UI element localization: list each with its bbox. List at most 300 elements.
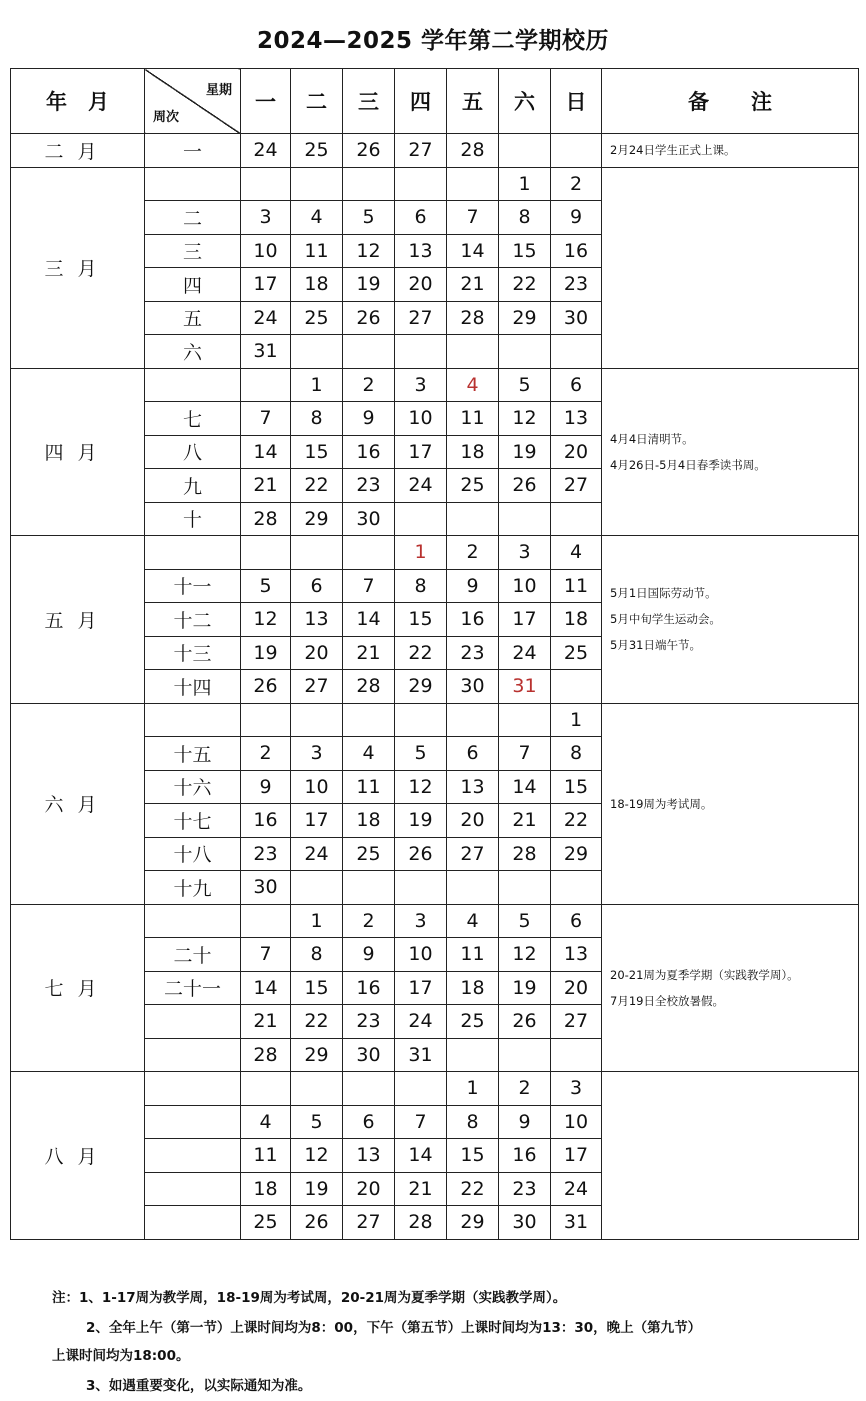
day-cell: 6 [291, 569, 343, 603]
day-cell [395, 703, 447, 737]
day-cell: 21 [241, 469, 291, 503]
day-cell: 23 [551, 268, 602, 302]
day-cell: 6 [395, 201, 447, 235]
day-cell: 19 [241, 636, 291, 670]
month-label: 五月 [11, 536, 145, 704]
day-cell: 31 [551, 1206, 602, 1240]
day-cell [395, 1072, 447, 1106]
week-number [145, 904, 241, 938]
day-cell: 8 [291, 938, 343, 972]
footnotes [36, 1283, 836, 1401]
day-cell: 1 [395, 536, 447, 570]
day-cell [499, 134, 551, 168]
day-cell: 23 [499, 1172, 551, 1206]
day-cell: 16 [343, 971, 395, 1005]
footnote-2: 2、全年上午（第一节）上课时间均为8：00，下午（第五节）上课时间均为13：30，晚上（第九节） [86, 1320, 702, 1336]
note-line: 4月4日清明节。 [610, 431, 694, 446]
note-line: 4月26日-5月4日春季读书周。 [610, 457, 766, 472]
day-cell: 3 [551, 1072, 602, 1106]
week-number: 十四 [145, 670, 241, 704]
weekday-header-thu: 四 [395, 69, 447, 134]
day-cell: 22 [291, 1005, 343, 1039]
day-cell: 18 [447, 435, 499, 469]
day-cell [291, 703, 343, 737]
day-cell: 18 [291, 268, 343, 302]
footnote-2-continued: 上课时间均为18:00。 [52, 1348, 190, 1364]
day-cell: 8 [447, 1105, 499, 1139]
week-number [145, 1038, 241, 1072]
day-cell [395, 871, 447, 905]
day-cell: 22 [395, 636, 447, 670]
day-cell: 6 [343, 1105, 395, 1139]
day-cell: 20 [551, 435, 602, 469]
day-cell: 30 [343, 502, 395, 536]
day-cell [343, 536, 395, 570]
day-cell: 2 [241, 737, 291, 771]
day-cell: 31 [499, 670, 551, 704]
note-line: 2月24日学生正式上课。 [610, 143, 736, 158]
day-cell: 11 [551, 569, 602, 603]
day-cell: 30 [241, 871, 291, 905]
day-cell: 1 [291, 368, 343, 402]
day-cell: 3 [395, 904, 447, 938]
week-number [145, 1139, 241, 1173]
week-number [145, 1172, 241, 1206]
day-cell: 25 [447, 469, 499, 503]
day-cell: 10 [291, 770, 343, 804]
day-cell [447, 502, 499, 536]
day-cell: 19 [395, 804, 447, 838]
day-cell: 10 [241, 234, 291, 268]
day-cell: 5 [499, 368, 551, 402]
month-notes [602, 368, 859, 536]
day-cell [241, 368, 291, 402]
day-cell: 23 [447, 636, 499, 670]
day-cell: 7 [241, 402, 291, 436]
month-notes [602, 1072, 859, 1240]
day-cell: 25 [447, 1005, 499, 1039]
day-cell: 2 [343, 368, 395, 402]
day-cell: 16 [499, 1139, 551, 1173]
day-cell: 17 [395, 435, 447, 469]
day-cell: 6 [447, 737, 499, 771]
day-cell: 31 [395, 1038, 447, 1072]
day-cell: 28 [447, 134, 499, 168]
day-cell: 18 [343, 804, 395, 838]
day-cell: 7 [499, 737, 551, 771]
day-cell: 12 [499, 402, 551, 436]
month-notes [602, 703, 859, 904]
day-cell: 17 [241, 268, 291, 302]
day-cell: 19 [499, 435, 551, 469]
week-number: 二十一 [145, 971, 241, 1005]
day-cell: 25 [343, 837, 395, 871]
weekday-header-fri: 五 [447, 69, 499, 134]
day-cell [343, 1072, 395, 1106]
day-cell: 22 [291, 469, 343, 503]
day-cell: 10 [395, 938, 447, 972]
day-cell: 14 [343, 603, 395, 637]
note-line: 18-19周为考试周。 [610, 796, 713, 811]
day-cell: 7 [447, 201, 499, 235]
day-cell: 17 [499, 603, 551, 637]
day-cell: 1 [291, 904, 343, 938]
month-label: 三月 [11, 167, 145, 368]
page-title: 2024—2025 学年第二学期校历 [256, 28, 610, 54]
week-number: 五 [145, 301, 241, 335]
day-cell: 13 [395, 234, 447, 268]
day-cell: 29 [499, 301, 551, 335]
day-cell: 26 [343, 134, 395, 168]
day-cell: 31 [241, 335, 291, 369]
day-cell: 12 [241, 603, 291, 637]
day-cell: 26 [291, 1206, 343, 1240]
day-cell [291, 167, 343, 201]
day-cell: 9 [343, 938, 395, 972]
week-number [145, 1105, 241, 1139]
day-cell: 2 [447, 536, 499, 570]
day-cell: 9 [447, 569, 499, 603]
day-cell [447, 703, 499, 737]
day-cell: 17 [291, 804, 343, 838]
day-cell [499, 502, 551, 536]
day-cell: 8 [395, 569, 447, 603]
day-cell: 14 [241, 435, 291, 469]
week-number [145, 1206, 241, 1240]
month-label: 四月 [11, 368, 145, 536]
month-notes [602, 167, 859, 368]
day-cell: 16 [343, 435, 395, 469]
day-cell: 5 [499, 904, 551, 938]
day-cell [291, 871, 343, 905]
day-cell: 29 [291, 502, 343, 536]
day-cell: 8 [499, 201, 551, 235]
week-number: 十八 [145, 837, 241, 871]
month-notes [602, 536, 859, 704]
week-row [11, 904, 859, 938]
day-cell [241, 904, 291, 938]
day-cell: 5 [291, 1105, 343, 1139]
weekday-axis-label: 星期 [205, 83, 232, 98]
day-cell: 18 [551, 603, 602, 637]
week-number: 十一 [145, 569, 241, 603]
day-cell: 10 [551, 1105, 602, 1139]
day-cell: 9 [499, 1105, 551, 1139]
week-number [145, 1072, 241, 1106]
day-cell: 12 [499, 938, 551, 972]
day-cell [241, 536, 291, 570]
day-cell: 29 [291, 1038, 343, 1072]
note-line: 20-21周为夏季学期（实践教学周）。 [610, 967, 799, 982]
note-line: 7月19日全校放暑假。 [610, 993, 724, 1008]
day-cell: 4 [291, 201, 343, 235]
day-cell: 4 [447, 368, 499, 402]
day-cell: 17 [395, 971, 447, 1005]
day-cell: 27 [343, 1206, 395, 1240]
header-row [11, 69, 859, 134]
week-number: 十 [145, 502, 241, 536]
footnote-1: 注：1、1-17周为教学周，18-19周为考试周，20-21周为夏季学期（实践教学周）。 [52, 1290, 567, 1306]
day-cell: 5 [395, 737, 447, 771]
day-cell: 17 [551, 1139, 602, 1173]
day-cell: 11 [343, 770, 395, 804]
day-cell: 25 [291, 301, 343, 335]
week-number: 十五 [145, 737, 241, 771]
day-cell: 25 [241, 1206, 291, 1240]
day-cell: 21 [447, 268, 499, 302]
day-cell: 12 [343, 234, 395, 268]
day-cell: 8 [551, 737, 602, 771]
day-cell: 21 [395, 1172, 447, 1206]
week-number: 十九 [145, 871, 241, 905]
day-cell: 4 [241, 1105, 291, 1139]
week-number: 十二 [145, 603, 241, 637]
day-cell [343, 871, 395, 905]
day-cell: 2 [499, 1072, 551, 1106]
day-cell [447, 871, 499, 905]
week-row [11, 368, 859, 402]
day-cell: 10 [395, 402, 447, 436]
day-cell: 14 [499, 770, 551, 804]
week-row [11, 703, 859, 737]
day-cell [291, 1072, 343, 1106]
day-cell: 27 [447, 837, 499, 871]
day-cell: 20 [395, 268, 447, 302]
day-cell [291, 335, 343, 369]
day-cell [447, 335, 499, 369]
day-cell: 3 [291, 737, 343, 771]
day-cell: 28 [241, 502, 291, 536]
day-cell: 13 [551, 938, 602, 972]
day-cell: 7 [241, 938, 291, 972]
month-label: 七月 [11, 904, 145, 1072]
day-cell: 27 [395, 301, 447, 335]
day-cell [343, 335, 395, 369]
day-cell: 29 [447, 1206, 499, 1240]
week-number: 七 [145, 402, 241, 436]
week-number [145, 167, 241, 201]
day-cell: 2 [343, 904, 395, 938]
day-cell: 11 [447, 402, 499, 436]
day-cell: 30 [499, 1206, 551, 1240]
day-cell: 22 [447, 1172, 499, 1206]
day-cell: 5 [343, 201, 395, 235]
day-cell: 18 [447, 971, 499, 1005]
day-cell [291, 536, 343, 570]
day-cell: 11 [291, 234, 343, 268]
day-cell [343, 703, 395, 737]
day-cell: 11 [241, 1139, 291, 1173]
week-number: 八 [145, 435, 241, 469]
calendar-table [10, 68, 859, 1240]
day-cell: 26 [499, 1005, 551, 1039]
weekday-header-tue: 二 [291, 69, 343, 134]
day-cell: 14 [241, 971, 291, 1005]
week-row [11, 134, 859, 168]
day-cell: 28 [395, 1206, 447, 1240]
week-number [145, 703, 241, 737]
day-cell: 6 [551, 904, 602, 938]
day-cell: 30 [343, 1038, 395, 1072]
corner-header [145, 69, 241, 134]
note-line: 5月中旬学生运动会。 [610, 612, 721, 627]
day-cell: 21 [241, 1005, 291, 1039]
day-cell: 20 [447, 804, 499, 838]
day-cell [551, 871, 602, 905]
day-cell [499, 871, 551, 905]
day-cell: 11 [447, 938, 499, 972]
day-cell: 9 [343, 402, 395, 436]
day-cell: 16 [447, 603, 499, 637]
day-cell [395, 167, 447, 201]
day-cell: 24 [395, 1005, 447, 1039]
day-cell: 4 [551, 536, 602, 570]
day-cell: 20 [291, 636, 343, 670]
day-cell: 28 [241, 1038, 291, 1072]
day-cell [551, 335, 602, 369]
month-label: 八月 [11, 1072, 145, 1240]
day-cell: 3 [395, 368, 447, 402]
day-cell: 15 [447, 1139, 499, 1173]
day-cell: 26 [241, 670, 291, 704]
month-label: 二月 [11, 134, 145, 168]
day-cell [551, 134, 602, 168]
month-column-header: 年 月 [11, 69, 145, 134]
day-cell: 27 [395, 134, 447, 168]
day-cell: 27 [291, 670, 343, 704]
day-cell: 23 [241, 837, 291, 871]
day-cell: 12 [291, 1139, 343, 1173]
day-cell: 26 [343, 301, 395, 335]
day-cell: 23 [343, 1005, 395, 1039]
day-cell: 15 [551, 770, 602, 804]
day-cell [551, 670, 602, 704]
footnote-3: 3、如遇重要变化，以实际通知为准。 [86, 1378, 312, 1394]
day-cell [551, 1038, 602, 1072]
day-cell: 18 [241, 1172, 291, 1206]
week-number: 一 [145, 134, 241, 168]
day-cell: 27 [551, 469, 602, 503]
day-cell [395, 335, 447, 369]
day-cell: 13 [291, 603, 343, 637]
day-cell: 1 [499, 167, 551, 201]
day-cell: 1 [551, 703, 602, 737]
month-notes [602, 904, 859, 1072]
day-cell: 2 [551, 167, 602, 201]
week-number [145, 536, 241, 570]
note-line: 5月31日端午节。 [610, 638, 701, 653]
day-cell: 20 [343, 1172, 395, 1206]
week-row [11, 167, 859, 201]
week-row [11, 1072, 859, 1106]
day-cell: 12 [395, 770, 447, 804]
month-notes [602, 134, 859, 168]
day-cell: 15 [291, 971, 343, 1005]
day-cell: 30 [447, 670, 499, 704]
day-cell: 9 [241, 770, 291, 804]
day-cell: 24 [241, 301, 291, 335]
week-number: 六 [145, 335, 241, 369]
day-cell: 3 [499, 536, 551, 570]
day-cell: 3 [241, 201, 291, 235]
day-cell [343, 167, 395, 201]
day-cell: 13 [447, 770, 499, 804]
day-cell: 24 [499, 636, 551, 670]
week-number [145, 368, 241, 402]
weekday-header-mon: 一 [241, 69, 291, 134]
day-cell: 6 [551, 368, 602, 402]
day-cell: 19 [291, 1172, 343, 1206]
calendar-body [11, 134, 859, 1240]
day-cell: 16 [241, 804, 291, 838]
week-number: 十六 [145, 770, 241, 804]
day-cell: 24 [395, 469, 447, 503]
day-cell: 9 [551, 201, 602, 235]
day-cell: 14 [395, 1139, 447, 1173]
day-cell: 10 [499, 569, 551, 603]
week-number [145, 1005, 241, 1039]
day-cell: 13 [551, 402, 602, 436]
week-number: 二 [145, 201, 241, 235]
day-cell: 26 [499, 469, 551, 503]
day-cell: 16 [551, 234, 602, 268]
note-line: 5月1日国际劳动节。 [610, 586, 717, 601]
day-cell: 28 [343, 670, 395, 704]
weekday-header-sun: 日 [551, 69, 602, 134]
day-cell [241, 167, 291, 201]
month-label: 六月 [11, 703, 145, 904]
day-cell [395, 502, 447, 536]
week-number: 九 [145, 469, 241, 503]
weekday-header-wed: 三 [343, 69, 395, 134]
day-cell: 29 [395, 670, 447, 704]
day-cell [241, 1072, 291, 1106]
day-cell: 19 [499, 971, 551, 1005]
weekday-header-sat: 六 [499, 69, 551, 134]
day-cell: 5 [241, 569, 291, 603]
day-cell [499, 1038, 551, 1072]
day-cell: 15 [499, 234, 551, 268]
day-cell: 23 [343, 469, 395, 503]
day-cell: 30 [551, 301, 602, 335]
week-row [11, 536, 859, 570]
day-cell: 14 [447, 234, 499, 268]
day-cell: 19 [343, 268, 395, 302]
week-number: 十七 [145, 804, 241, 838]
day-cell: 29 [551, 837, 602, 871]
day-cell: 13 [343, 1139, 395, 1173]
week-number-axis-label: 周次 [153, 110, 180, 125]
day-cell: 21 [343, 636, 395, 670]
day-cell: 28 [447, 301, 499, 335]
day-cell: 22 [551, 804, 602, 838]
day-cell: 22 [499, 268, 551, 302]
day-cell: 8 [291, 402, 343, 436]
day-cell: 24 [291, 837, 343, 871]
week-number: 十三 [145, 636, 241, 670]
day-cell: 7 [395, 1105, 447, 1139]
day-cell: 15 [395, 603, 447, 637]
day-cell: 1 [447, 1072, 499, 1106]
week-number: 二十 [145, 938, 241, 972]
day-cell: 25 [551, 636, 602, 670]
day-cell: 7 [343, 569, 395, 603]
week-number: 三 [145, 234, 241, 268]
day-cell: 15 [291, 435, 343, 469]
day-cell: 24 [241, 134, 291, 168]
week-number: 四 [145, 268, 241, 302]
day-cell [499, 335, 551, 369]
